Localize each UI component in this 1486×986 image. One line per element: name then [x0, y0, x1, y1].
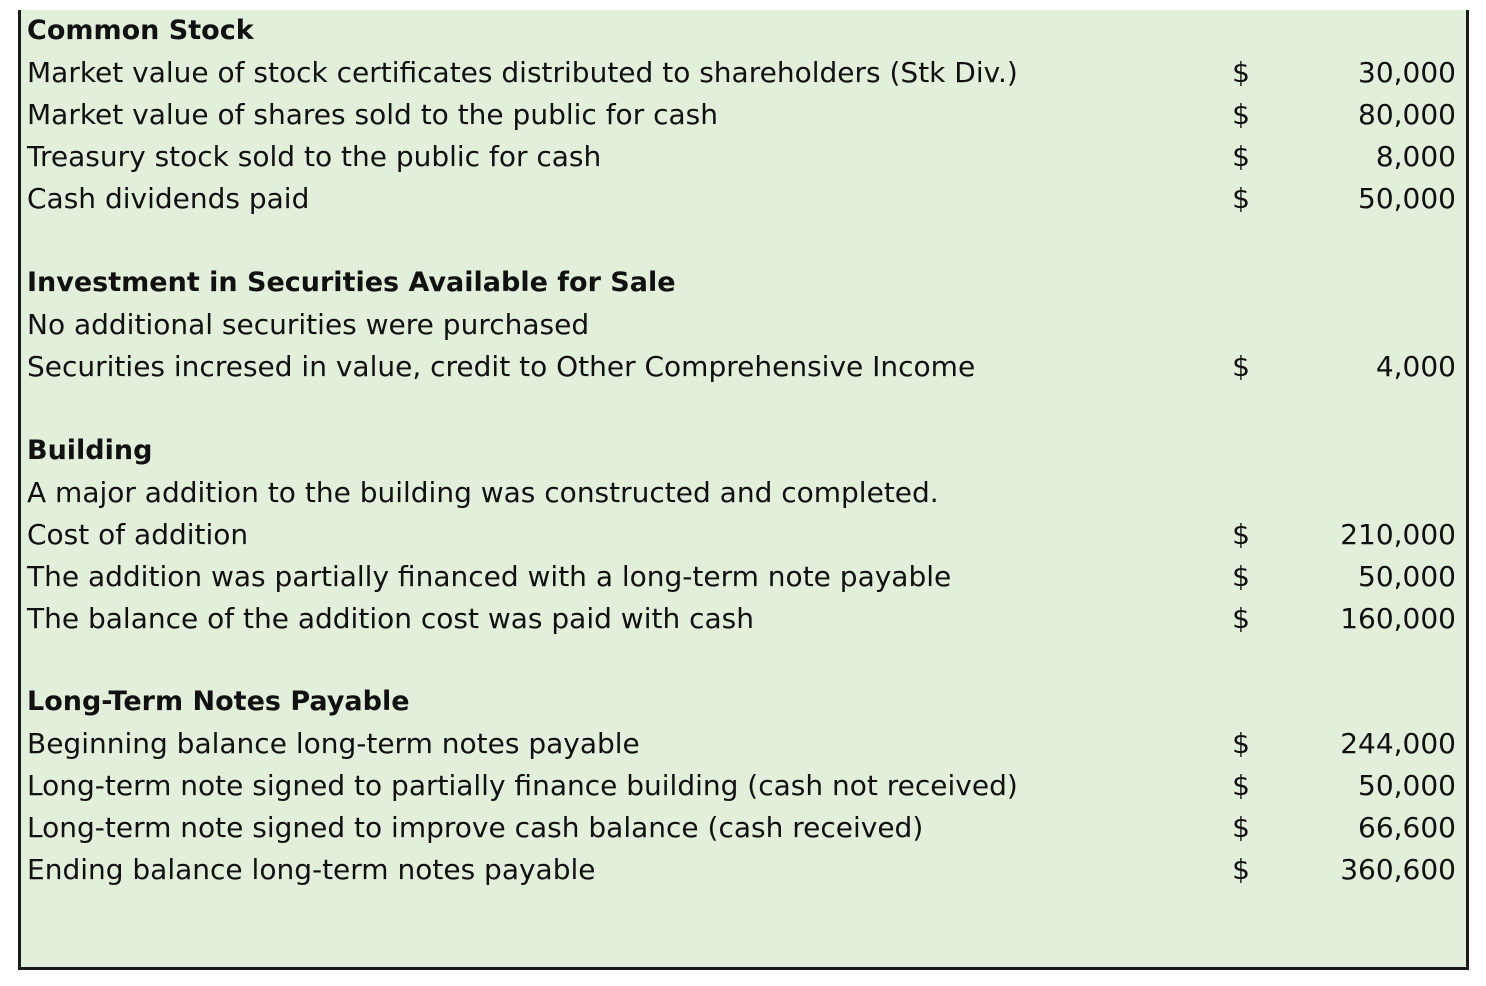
table-row [21, 514, 1466, 556]
row-label: The addition was partially financed with a long-term note payable [27, 560, 952, 593]
row-label: Treasury stock sold to the public for cash [27, 140, 602, 173]
row-label: Beginning balance long-term notes payable [27, 727, 640, 760]
currency-symbol: $ [1232, 811, 1250, 844]
row-amount: 360,600 [1340, 853, 1456, 886]
heading-label: Investment in Securities Available for Sale [27, 267, 676, 298]
row-label: Market value of stock certificates distributed to shareholders (Stk Div.) [27, 56, 1018, 89]
row-label: Cost of addition [27, 518, 249, 551]
table-row [21, 52, 1466, 94]
row-amount: 30,000 [1358, 56, 1456, 89]
row-amount: 50,000 [1358, 769, 1456, 802]
currency-symbol: $ [1232, 769, 1250, 802]
currency-symbol: $ [1232, 560, 1250, 593]
currency-symbol: $ [1232, 350, 1250, 383]
row-label: Securities incresed in value, credit to Other Comprehensive Income [27, 350, 976, 383]
currency-symbol: $ [1232, 182, 1250, 215]
currency-symbol: $ [1232, 602, 1250, 635]
table-row [21, 178, 1466, 220]
row-label: Market value of shares sold to the public for cash [27, 98, 718, 131]
row-label: Long-term note signed to partially finance building (cash not received) [27, 769, 1018, 802]
table-row [21, 598, 1466, 640]
section-heading [21, 262, 1466, 304]
table-row [21, 136, 1466, 178]
row-amount: 4,000 [1375, 350, 1456, 383]
currency-symbol: $ [1232, 140, 1250, 173]
table-row [21, 765, 1466, 807]
section-heading [21, 10, 1466, 52]
table-row [21, 807, 1466, 849]
heading-label: Common Stock [27, 15, 254, 46]
section-common-stock [21, 10, 1466, 220]
row-label: A major addition to the building was constructed and completed. [27, 476, 939, 509]
table-row [21, 849, 1466, 891]
row-amount: 160,000 [1340, 602, 1456, 635]
section-heading [21, 430, 1466, 472]
row-amount: 80,000 [1358, 98, 1456, 131]
table-row [21, 723, 1466, 765]
row-label: Ending balance long-term notes payable [27, 853, 596, 886]
row-amount: 50,000 [1358, 560, 1456, 593]
row-label: Cash dividends paid [27, 182, 310, 215]
currency-symbol: $ [1232, 727, 1250, 760]
row-label: No additional securities were purchased [27, 308, 590, 341]
section-heading [21, 681, 1466, 723]
currency-symbol: $ [1232, 56, 1250, 89]
section-investment-securities [21, 262, 1466, 388]
row-amount: 244,000 [1340, 727, 1456, 760]
table-row [21, 304, 1466, 346]
row-amount: 50,000 [1358, 182, 1456, 215]
table-row [21, 346, 1466, 388]
heading-label: Long-Term Notes Payable [27, 686, 410, 717]
table-row [21, 472, 1466, 514]
heading-label: Building [27, 435, 153, 466]
row-label: The balance of the addition cost was paid with cash [27, 602, 754, 635]
currency-symbol: $ [1232, 98, 1250, 131]
section-long-term-notes [21, 681, 1466, 891]
currency-symbol: $ [1232, 518, 1250, 551]
row-amount: 8,000 [1375, 140, 1456, 173]
table-row [21, 94, 1466, 136]
table-row [21, 556, 1466, 598]
row-label: Long-term note signed to improve cash balance (cash received) [27, 811, 924, 844]
section-building [21, 430, 1466, 640]
row-amount: 66,600 [1358, 811, 1456, 844]
row-amount: 210,000 [1340, 518, 1456, 551]
currency-symbol: $ [1232, 853, 1250, 886]
spreadsheet-panel [18, 10, 1469, 970]
